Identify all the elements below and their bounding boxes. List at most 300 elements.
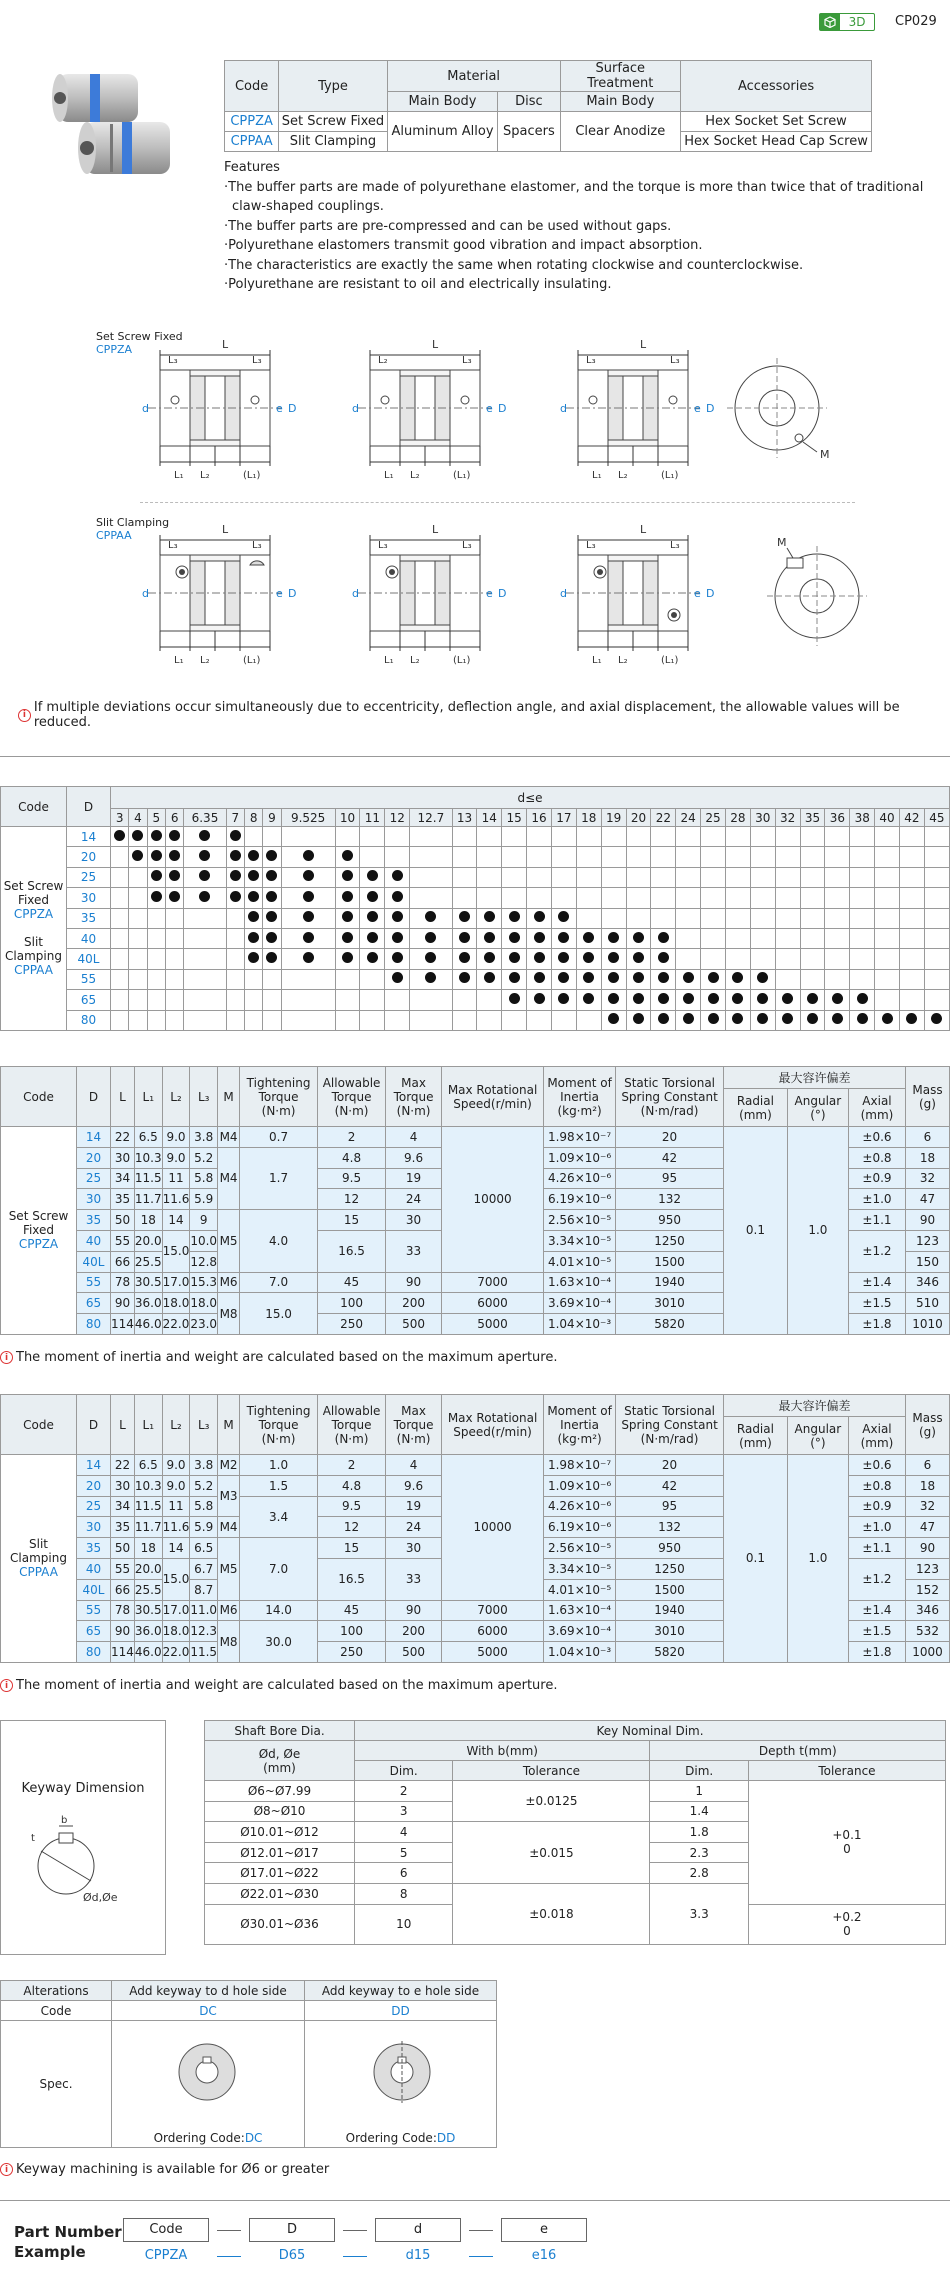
available-dot xyxy=(633,952,644,963)
available-dot xyxy=(658,993,669,1004)
bore-cell xyxy=(335,949,360,969)
bore-cell xyxy=(452,949,477,969)
bore-cell xyxy=(601,949,626,969)
bore-cell xyxy=(281,888,335,908)
perf-header: Code xyxy=(1,1067,77,1127)
available-dot xyxy=(367,911,378,922)
table-row xyxy=(205,1741,946,1761)
available-dot xyxy=(608,993,619,1004)
perf-d: 40L xyxy=(77,1579,111,1600)
perf-inertia: 3.34×10⁻⁵ xyxy=(544,1558,616,1579)
perf-mass: 1000 xyxy=(906,1642,950,1663)
keyway-table xyxy=(204,1720,946,1945)
perf-l3: 8.7 xyxy=(190,1579,218,1600)
table-row xyxy=(1,1395,950,1417)
bore-cell xyxy=(385,847,410,867)
ordering-code-label: Ordering Code: xyxy=(345,2131,437,2145)
svg-text:L₂: L₂ xyxy=(410,655,420,666)
svg-text:L: L xyxy=(222,340,229,351)
perf-l2: 14 xyxy=(162,1210,190,1231)
available-dot xyxy=(732,993,743,1004)
bore-cell xyxy=(551,867,576,887)
bore-cell xyxy=(626,847,651,867)
perf-header: Max Rotational Speed(r/min) xyxy=(442,1395,544,1455)
bore-cell xyxy=(701,1010,726,1030)
bore-cell xyxy=(360,908,385,928)
alt-h-spec: Spec. xyxy=(1,2021,112,2148)
bore-cell xyxy=(725,928,750,948)
bore-cell xyxy=(226,847,244,867)
bore-cell xyxy=(226,888,244,908)
perf-tightening: 1.7 xyxy=(240,1147,318,1209)
bore-size-header: 25 xyxy=(701,809,726,827)
key-t: 1.4 xyxy=(650,1801,748,1822)
spec-h-main-body: Main Body xyxy=(387,92,498,112)
bore-cell xyxy=(335,1010,360,1030)
bore-cell xyxy=(676,827,701,847)
key-t: 2.8 xyxy=(650,1863,748,1884)
perf-l1: 18 xyxy=(134,1210,162,1231)
technical-drawings xyxy=(0,340,950,680)
bore-size-header: 4 xyxy=(129,809,147,827)
alt-h-d-side: Add keyway to d hole side xyxy=(112,1981,305,2001)
perf-angular: 1.0 xyxy=(787,1455,848,1663)
available-dot xyxy=(199,891,210,902)
bore-cell xyxy=(502,827,527,847)
perf-m: M8 xyxy=(218,1293,240,1335)
table-row xyxy=(1,787,950,809)
available-dot xyxy=(342,932,353,943)
keyway-e-side-icon xyxy=(367,2037,437,2107)
features-title: Features xyxy=(224,160,280,175)
perf-max-torque: 4 xyxy=(386,1455,442,1476)
svg-text:D: D xyxy=(706,587,715,600)
bore-cell xyxy=(226,1010,244,1030)
key-t: 1.8 xyxy=(650,1822,748,1843)
svg-text:L₂: L₂ xyxy=(618,470,628,481)
bore-cell xyxy=(385,928,410,948)
available-dot xyxy=(484,952,495,963)
bore-cell xyxy=(626,908,651,928)
bore-cell xyxy=(527,969,552,989)
perf-code-label-line: Set Screw xyxy=(8,1209,69,1224)
perf-spring: 1940 xyxy=(616,1600,724,1621)
perf-speed: 7000 xyxy=(442,1600,544,1621)
bore-cell xyxy=(924,867,949,887)
table-row xyxy=(1,809,950,827)
bore-cell xyxy=(725,969,750,989)
perf-d: 65 xyxy=(77,1293,111,1314)
bore-cell xyxy=(850,847,875,867)
perf-m: M2 xyxy=(218,1455,240,1476)
bore-cell xyxy=(335,908,360,928)
bore-size-header: 10 xyxy=(335,809,360,827)
bore-cell xyxy=(147,969,165,989)
part-number-connector xyxy=(343,2256,367,2257)
bore-cell xyxy=(900,888,925,908)
available-dot xyxy=(832,1013,843,1024)
bore-cell xyxy=(651,969,676,989)
available-dot xyxy=(266,911,277,922)
bore-cell xyxy=(676,1010,701,1030)
bore-cell xyxy=(626,888,651,908)
3d-badge[interactable] xyxy=(819,13,875,31)
bore-cell xyxy=(385,1010,410,1030)
bore-cell xyxy=(875,847,900,867)
bore-cell xyxy=(576,867,601,887)
perf-l: 22 xyxy=(111,1127,135,1148)
perf-mass: 346 xyxy=(906,1600,950,1621)
bore-size-header: 14 xyxy=(477,809,502,827)
bore-cell xyxy=(226,990,244,1010)
key-tol-t-line: 0 xyxy=(843,1842,851,1857)
table-row xyxy=(1,928,950,948)
bore-cell xyxy=(924,990,949,1010)
available-dot xyxy=(425,972,436,983)
available-dot xyxy=(392,932,403,943)
svg-text:d: d xyxy=(352,402,359,415)
bore-cell xyxy=(775,969,800,989)
available-dot xyxy=(266,850,277,861)
bore-cell xyxy=(165,888,183,908)
perf-allowable: 16.5 xyxy=(318,1558,386,1600)
part-number-connector xyxy=(469,2256,493,2257)
bore-cell xyxy=(111,1010,129,1030)
available-dot xyxy=(509,932,520,943)
bore-cell xyxy=(850,990,875,1010)
perf-mass: 532 xyxy=(906,1621,950,1642)
bore-cell xyxy=(502,867,527,887)
bore-cell xyxy=(651,867,676,887)
bore-cell xyxy=(551,908,576,928)
perf-header: Axial (mm) xyxy=(848,1089,905,1127)
bore-cell xyxy=(750,908,775,928)
part-number-value: D65 xyxy=(278,2248,306,2263)
perf-d: 25 xyxy=(77,1168,111,1189)
bore-cell xyxy=(750,949,775,969)
bore-size-header: 18 xyxy=(576,809,601,827)
perf-max-torque: 200 xyxy=(386,1621,442,1642)
svg-text:d: d xyxy=(142,587,149,600)
bore-cell xyxy=(335,969,360,989)
bore-cell xyxy=(850,827,875,847)
spec-disc: Spacers xyxy=(498,112,560,152)
bore-row-d: 40L xyxy=(67,949,111,969)
perf-header: Mass (g) xyxy=(906,1067,950,1127)
slit-code: CPPAA xyxy=(96,529,132,542)
perf-allowable: 45 xyxy=(318,1600,386,1621)
bore-cell xyxy=(576,827,601,847)
bore-cell xyxy=(725,888,750,908)
bore-cell xyxy=(800,928,825,948)
perf-allowable: 250 xyxy=(318,1642,386,1663)
perf-allowable: 45 xyxy=(318,1272,386,1293)
bore-cell xyxy=(850,908,875,928)
feature-item: ·The buffer parts are made of polyurethane elastomer, and the torque is more than twice that of traditional xyxy=(224,179,924,195)
available-dot xyxy=(342,952,353,963)
perf-l: 78 xyxy=(111,1272,135,1293)
svg-text:L₃: L₃ xyxy=(168,355,178,366)
perf-header: L₃ xyxy=(190,1395,218,1455)
bore-cell xyxy=(165,949,183,969)
bore-cell xyxy=(244,888,262,908)
section-divider xyxy=(0,2200,950,2201)
perf-speed: 6000 xyxy=(442,1293,544,1314)
bore-cell xyxy=(184,888,226,908)
bore-cell xyxy=(281,908,335,928)
bore-cell xyxy=(147,928,165,948)
bore-size-header: 28 xyxy=(725,809,750,827)
bore-size-header: 7 xyxy=(226,809,244,827)
bore-row-d: 14 xyxy=(67,827,111,847)
perf-speed: 5000 xyxy=(442,1642,544,1663)
perf-inertia: 1.98×10⁻⁷ xyxy=(544,1455,616,1476)
available-dot xyxy=(199,850,210,861)
bore-size-header: 30 xyxy=(750,809,775,827)
bore-cell xyxy=(410,847,452,867)
slit-title: Slit Clamping xyxy=(96,516,170,529)
bore-size-header: 12 xyxy=(385,809,410,827)
perf-spring: 95 xyxy=(616,1168,724,1189)
bore-row-d: 20 xyxy=(67,847,111,867)
perf-speed: 5000 xyxy=(442,1314,544,1335)
perf-mass: 18 xyxy=(906,1147,950,1168)
bore-cell xyxy=(477,908,502,928)
bore-cell xyxy=(900,969,925,989)
perf-spring: 1940 xyxy=(616,1272,724,1293)
available-dot xyxy=(608,952,619,963)
perf-spring: 20 xyxy=(616,1455,724,1476)
bore-cell xyxy=(800,990,825,1010)
perf-speed: 10000 xyxy=(442,1127,544,1273)
available-dot xyxy=(342,870,353,881)
bore-cell xyxy=(850,888,875,908)
perf-axial: ±1.2 xyxy=(848,1558,905,1600)
bore-cell xyxy=(626,1010,651,1030)
available-dot xyxy=(484,932,495,943)
available-dot xyxy=(266,952,277,963)
key-h-key: Key Nominal Dim. xyxy=(355,1721,946,1741)
keyway-note-text: Keyway machining is available for Ø6 or greater xyxy=(16,2162,330,2177)
bore-cell xyxy=(111,969,129,989)
bore-cell xyxy=(800,847,825,867)
table-row xyxy=(1,888,950,908)
key-range: Ø30.01~Ø36 xyxy=(205,1904,355,1944)
bore-h-code: Code xyxy=(1,787,67,827)
perf-d: 20 xyxy=(77,1475,111,1496)
bore-cell xyxy=(725,990,750,1010)
bore-cell xyxy=(924,1010,949,1030)
available-dot xyxy=(534,993,545,1004)
bore-row-d: 65 xyxy=(67,990,111,1010)
bore-cell xyxy=(502,908,527,928)
perf-spring: 950 xyxy=(616,1210,724,1231)
info-icon: i xyxy=(0,1679,13,1692)
available-dot xyxy=(392,952,403,963)
bore-cell xyxy=(385,990,410,1010)
perf-l3: 11.0 xyxy=(190,1600,218,1621)
bore-cell xyxy=(452,827,477,847)
bore-cell xyxy=(626,949,651,969)
bore-cell xyxy=(875,949,900,969)
bore-cell xyxy=(850,1010,875,1030)
perf-inertia: 1.63×10⁻⁴ xyxy=(544,1600,616,1621)
deviation-note-text: If multiple deviations occur simultaneously due to eccentricity, deflection angle, and axial displacement, the allowable values will be reduced. xyxy=(33,700,900,730)
perf-max-torque: 90 xyxy=(386,1600,442,1621)
bore-cell xyxy=(147,908,165,928)
perf-l3: 3.8 xyxy=(190,1127,218,1148)
key-t: 2.3 xyxy=(650,1842,748,1863)
perf-l1: 6.5 xyxy=(134,1127,162,1148)
perf-tightening: 14.0 xyxy=(240,1600,318,1621)
available-dot xyxy=(782,993,793,1004)
perf-l1: 11.5 xyxy=(134,1168,162,1189)
perf-l: 50 xyxy=(111,1210,135,1231)
available-dot xyxy=(832,993,843,1004)
key-h-sub: Tolerance xyxy=(453,1761,650,1781)
bore-cell xyxy=(281,827,335,847)
perf-allowable: 100 xyxy=(318,1621,386,1642)
perf-l1: 20.0 xyxy=(134,1558,162,1579)
perf-tightening: 30.0 xyxy=(240,1621,318,1663)
bore-cell xyxy=(626,990,651,1010)
perf-d: 30 xyxy=(77,1189,111,1210)
table-row xyxy=(1,990,950,1010)
available-dot xyxy=(931,1013,942,1024)
key-tol-b: ±0.018 xyxy=(453,1883,650,1944)
bore-cell xyxy=(576,1010,601,1030)
perf-max-torque: 9.6 xyxy=(386,1147,442,1168)
perf-header: L xyxy=(111,1067,135,1127)
bore-cell xyxy=(263,827,281,847)
bore-size-header: 9 xyxy=(263,809,281,827)
perf-l3: 5.8 xyxy=(190,1168,218,1189)
perf-l2: 9.0 xyxy=(162,1127,190,1148)
bore-cell xyxy=(875,928,900,948)
available-dot xyxy=(658,952,669,963)
perf-axial: ±1.1 xyxy=(848,1538,905,1559)
spec-h-code: Code xyxy=(225,61,279,112)
bore-cell xyxy=(576,888,601,908)
perf-spring: 42 xyxy=(616,1147,724,1168)
available-dot xyxy=(608,1013,619,1024)
bore-cell xyxy=(725,949,750,969)
bore-cell xyxy=(147,1010,165,1030)
perf-l3: 6.7 xyxy=(190,1558,218,1579)
available-dot xyxy=(534,932,545,943)
perf-allowable: 12 xyxy=(318,1189,386,1210)
bore-cell xyxy=(111,867,129,887)
perf-allowable: 16.5 xyxy=(318,1230,386,1272)
bore-cell xyxy=(129,928,147,948)
perf-l3: 18.0 xyxy=(190,1293,218,1314)
part-number-box: e xyxy=(501,2218,587,2242)
bore-cell xyxy=(410,888,452,908)
key-range: Ø8~Ø10 xyxy=(205,1801,355,1822)
bore-cell xyxy=(551,949,576,969)
bore-cell xyxy=(147,888,165,908)
perf-l: 66 xyxy=(111,1579,135,1600)
bore-cell xyxy=(502,969,527,989)
spec-h-material: Material xyxy=(387,61,560,92)
available-dot xyxy=(658,972,669,983)
bore-cell xyxy=(576,847,601,867)
key-b: 5 xyxy=(355,1842,453,1863)
perf-allowable: 9.5 xyxy=(318,1168,386,1189)
bore-cell xyxy=(477,928,502,948)
bore-cell xyxy=(626,867,651,887)
available-dot xyxy=(509,972,520,983)
perf-d: 40L xyxy=(77,1251,111,1272)
bore-cell xyxy=(129,969,147,989)
perf-tightening: 7.0 xyxy=(240,1538,318,1600)
key-tol-b: ±0.0125 xyxy=(453,1781,650,1822)
bore-cell xyxy=(924,928,949,948)
available-dot xyxy=(367,932,378,943)
bore-cell xyxy=(263,847,281,867)
perf-mass: 32 xyxy=(906,1496,950,1517)
perf-header: L xyxy=(111,1395,135,1455)
perf-max-torque: 30 xyxy=(386,1538,442,1559)
bore-cell xyxy=(601,827,626,847)
perf-max-torque: 33 xyxy=(386,1230,442,1272)
bore-cell xyxy=(875,969,900,989)
available-dot xyxy=(169,830,180,841)
bore-cell xyxy=(452,908,477,928)
set-screw-title: Set Screw Fixed xyxy=(96,330,183,343)
bore-cell xyxy=(725,908,750,928)
available-dot xyxy=(367,891,378,902)
perf-code-label-line: Clamping xyxy=(10,1551,67,1566)
perf-max-torque: 19 xyxy=(386,1168,442,1189)
perf-m: M5 xyxy=(218,1538,240,1600)
bore-cell xyxy=(111,888,129,908)
table-row xyxy=(205,1781,946,1802)
part-number-value: CPPZA xyxy=(144,2248,188,2263)
bore-cell xyxy=(875,867,900,887)
svg-text:L₁: L₁ xyxy=(384,470,394,481)
perf-l3: 12.8 xyxy=(190,1251,218,1272)
available-dot xyxy=(303,870,314,881)
bore-cell xyxy=(165,990,183,1010)
perf-header: Moment of Inertia (kg·m²) xyxy=(544,1395,616,1455)
bore-cell xyxy=(676,867,701,887)
bore-row-d: 30 xyxy=(67,888,111,908)
inertia-note-1 xyxy=(0,1350,558,1365)
bore-cell xyxy=(244,990,262,1010)
perf-l3: 11.5 xyxy=(190,1642,218,1663)
available-dot xyxy=(230,891,241,902)
available-dot xyxy=(732,972,743,983)
available-dot xyxy=(757,993,768,1004)
bore-cell xyxy=(775,827,800,847)
perf-l2: 17.0 xyxy=(162,1272,190,1293)
bore-cell xyxy=(477,1010,502,1030)
perf-d: 55 xyxy=(77,1600,111,1621)
perf-allowable: 2 xyxy=(318,1127,386,1148)
bore-cell xyxy=(184,928,226,948)
bore-cell xyxy=(800,867,825,887)
part-number-box: D xyxy=(249,2218,335,2242)
key-h-de-line: Ød, Øe xyxy=(258,1746,301,1761)
perf-allowable: 4.8 xyxy=(318,1147,386,1168)
bore-cell xyxy=(263,928,281,948)
table-row xyxy=(1,969,950,989)
bore-size-header: 40 xyxy=(875,809,900,827)
bore-cell xyxy=(576,969,601,989)
bore-size-header: 6 xyxy=(165,809,183,827)
spec-h-disc: Disc xyxy=(498,92,560,112)
